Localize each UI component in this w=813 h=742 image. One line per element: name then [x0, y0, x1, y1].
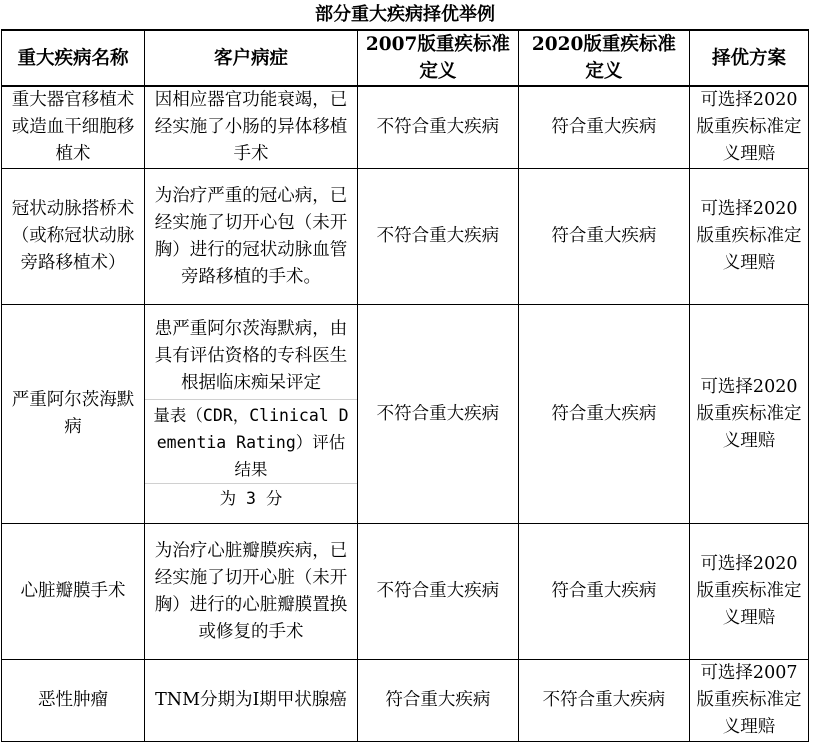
cell-name[interactable]: 恶性肿瘤	[2, 660, 145, 742]
cell-plan[interactable]: 可选择2020版重疾标准定义理赔	[689, 305, 808, 524]
condition-part-3: 为 3 分	[219, 489, 283, 508]
cell-def2020[interactable]: 不符合重大疾病	[518, 660, 689, 742]
title-row	[2, 0, 809, 30]
condition-block	[149, 316, 353, 512]
cell-plan[interactable]: 可选择2020版重疾标准定义理赔	[689, 86, 808, 169]
cell-name[interactable]: 严重阿尔茨海默病	[2, 305, 145, 524]
cell-condition[interactable]: 因相应器官功能衰竭，已经实施了小肠的异体移植手术	[145, 86, 358, 169]
cell-plan[interactable]: 可选择2020版重疾标准定义理赔	[689, 169, 808, 305]
cell-plan[interactable]: 可选择2020版重疾标准定义理赔	[689, 524, 808, 660]
cell-def2020[interactable]: 符合重大疾病	[518, 305, 689, 524]
illness-comparison-table	[1, 0, 809, 742]
cell-condition[interactable]: 为治疗严重的冠心病，已经实施了切开心包（未开胸）进行的冠状动脉血管旁路移植的手术。	[145, 169, 358, 305]
header-row	[2, 30, 809, 86]
cell-name[interactable]: 冠状动脉搭桥术（或称冠状动脉旁路移植术）	[2, 169, 145, 305]
cell-def2007[interactable]: 不符合重大疾病	[357, 524, 518, 660]
cell-def2007[interactable]: 不符合重大疾病	[357, 86, 518, 169]
table-row	[2, 305, 809, 524]
cell-def2020[interactable]: 符合重大疾病	[518, 169, 689, 305]
condition-part-1: 患严重阿尔茨海默病，由具有评估资格的专科医生根据临床痴呆评定	[145, 316, 357, 400]
cell-condition[interactable]: TNM分期为Ⅰ期甲状腺癌	[145, 660, 358, 742]
cell-def2020[interactable]: 符合重大疾病	[518, 524, 689, 660]
cell-def2007[interactable]: 不符合重大疾病	[357, 169, 518, 305]
header-condition[interactable]: 客户病症	[145, 30, 358, 86]
table-row	[2, 169, 809, 305]
header-name[interactable]: 重大疾病名称	[2, 30, 145, 86]
table-row	[2, 86, 809, 169]
cell-plan[interactable]: 可选择2007版重疾标准定义理赔	[689, 660, 808, 742]
cell-condition[interactable]	[145, 305, 358, 524]
header-def2007[interactable]: 2007版重疾标准定义	[357, 30, 518, 86]
cell-name[interactable]: 心脏瓣膜手术	[2, 524, 145, 660]
header-plan[interactable]: 择优方案	[689, 30, 808, 86]
cell-def2007[interactable]: 符合重大疾病	[357, 660, 518, 742]
table-title[interactable]: 部分重大疾病择优举例	[2, 0, 809, 30]
header-def2020[interactable]: 2020版重疾标准定义	[518, 30, 689, 86]
condition-part-2: 量表（CDR，Clinical Dementia Rating）评估结果	[145, 400, 357, 484]
cell-def2007[interactable]: 不符合重大疾病	[357, 305, 518, 524]
cell-def2020[interactable]: 符合重大疾病	[518, 86, 689, 169]
table-row	[2, 524, 809, 660]
cell-name[interactable]: 重大器官移植术或造血干细胞移植术	[2, 86, 145, 169]
cell-condition[interactable]: 为治疗心脏瓣膜疾病，已经实施了切开心脏（未开胸）进行的心脏瓣膜置换或修复的手术	[145, 524, 358, 660]
table-row	[2, 660, 809, 742]
